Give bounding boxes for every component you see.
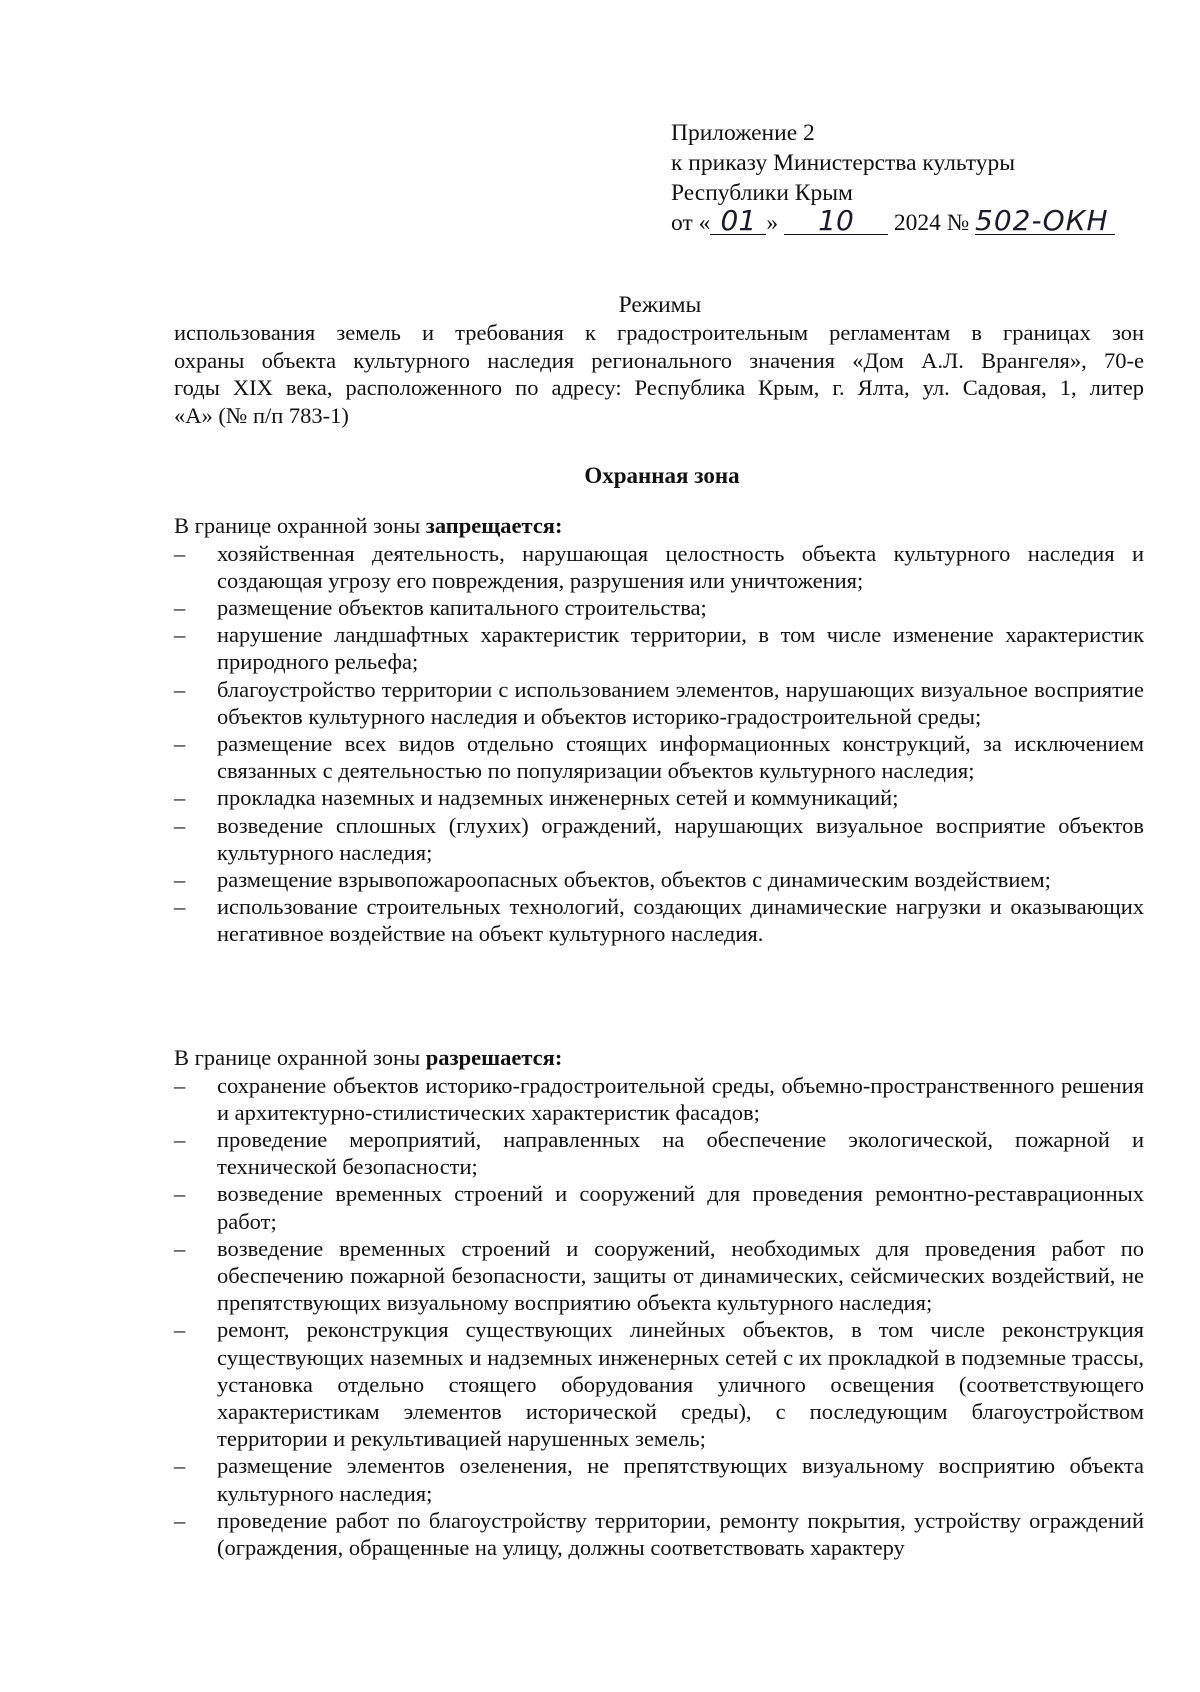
date-prefix: от « — [671, 210, 711, 236]
list-item-text: хозяйственная деятельность, нарушающая целостность объекта культурного наследия и создающая угрозу его повреждения, разрушения или уничтожения; — [217, 540, 1144, 593]
subtitle-line: охраны объекта культурного наследия регионального значения «Дом А.Л. Врангеля», 70-е — [174, 347, 1144, 373]
dash-bullet: – — [174, 1317, 186, 1343]
dash-bullet: – — [174, 812, 186, 838]
dash-bullet: – — [174, 676, 186, 702]
list-item — [174, 1235, 1144, 1317]
list-item-text: сохранение объектов историко-градостроительной среды, объемно-пространственного решения и архитектурно-стилистических характеристик фасадов; — [217, 1072, 1144, 1125]
permitted-intro — [174, 1044, 1144, 1072]
document-subtitle — [174, 319, 1144, 429]
list-item-text: размещение взрывопожароопасных объектов, объектов с динамическим воздействием; — [217, 866, 1051, 892]
list-item — [174, 1452, 1144, 1506]
document-title: Режимы — [618, 292, 702, 318]
list-item-text: возведение сплошных (глухих) ограждений, нарушающих визуальное восприятие объектов культурного наследия; — [217, 812, 1144, 865]
list-item — [174, 730, 1144, 784]
list-item-text: возведение временных строений и сооружений для проведения ремонтно-реставрационных работ; — [217, 1181, 1144, 1234]
list-item — [174, 893, 1144, 947]
prohibited-intro — [174, 512, 1144, 540]
list-item — [174, 1126, 1144, 1180]
appendix-republic: Республики Крым — [671, 180, 853, 206]
list-item-text: проведение мероприятий, направленных на обеспечение экологической, пожарной и технической безопасности; — [217, 1126, 1144, 1180]
dash-bullet: – — [174, 1453, 186, 1479]
list-item — [174, 1180, 1144, 1234]
list-item — [174, 540, 1144, 594]
dash-bullet: – — [174, 730, 186, 756]
subtitle-line: использования земель и требования к градостроительным регламентам в границах зон — [174, 320, 1144, 345]
date-mid: » — [766, 210, 779, 236]
list-item-text: ремонт, реконструкция существующих линейных объектов, в том числе реконструкция существующих наземных и надземных инженерных сетей с их прокладкой в подземные трассы, установка отдельно стоящего оборудования уличного освещения (соответствующего характеристикам элементов исторической среды), с последующим благоустройством территории и рекультивацией нарушенных земель; — [217, 1317, 1144, 1452]
dash-bullet: – — [174, 1126, 186, 1152]
appendix-header — [671, 118, 1151, 238]
dash-bullet: – — [174, 1235, 186, 1261]
subtitle-line: годы XIX века, расположенного по адресу: Республика Крым, г. Ялта, ул. Садовая, 1, литер — [174, 375, 1144, 400]
list-item — [174, 594, 1144, 621]
list-item-text: благоустройство территории с использованием элементов, нарушающих визуальное восприятие объектов культурного наследия и объектов историко-градостроительной среды; — [217, 676, 1144, 729]
dash-bullet: – — [174, 785, 186, 811]
dash-bullet: – — [174, 540, 186, 566]
prohibited-intro-text: В границе охранной зоны — [174, 513, 426, 538]
list-item — [174, 1072, 1144, 1126]
list-item — [174, 676, 1144, 730]
list-item-text: прокладка наземных и надземных инженерных сетей и коммуникаций; — [217, 785, 899, 811]
prohibited-intro-bold: запрещается: — [425, 513, 563, 538]
list-item — [174, 1507, 1144, 1561]
list-item-text: размещение элементов озеленения, не препятствующих визуальному восприятию объекта культурного наследия; — [217, 1453, 1144, 1506]
appendix-title: Приложение 2 — [671, 120, 815, 146]
dash-bullet: – — [174, 1507, 186, 1533]
permitted-block — [174, 1044, 1144, 1561]
dash-bullet: – — [174, 1181, 186, 1207]
list-item-text: возведение временных строений и сооружений, необходимых для проведения работ по обеспечению пожарной безопасности, защиты от динамических, сейсмических воздействий, не препятствующих визуальному восприятию объекта культурного наследия; — [217, 1235, 1144, 1316]
dash-bullet: – — [174, 894, 186, 920]
dash-bullet: – — [174, 594, 186, 620]
dash-bullet: – — [174, 1072, 186, 1098]
handwritten-month: 10 — [784, 208, 888, 235]
prohibited-block — [174, 512, 1144, 948]
section-heading: Охранная зона — [584, 463, 740, 488]
subtitle-line: «А» (№ п/п 783-1) — [174, 402, 349, 428]
permitted-intro-bold: разрешается: — [425, 1045, 563, 1070]
list-item — [174, 866, 1144, 893]
permitted-intro-text: В границе охранной зоны — [174, 1045, 426, 1070]
list-item — [174, 1316, 1144, 1452]
handwritten-order-number: 502-ОКН — [975, 208, 1115, 235]
handwritten-day: 01 — [710, 208, 766, 235]
list-item — [174, 784, 1144, 811]
appendix-date-line — [671, 204, 1151, 238]
list-item-text: проведение работ по благоустройству территории, ремонту покрытия, устройству ограждений (ограждения, обращенные на улицу, должны соответствовать характеру — [217, 1507, 1144, 1560]
list-item-text: нарушение ландшафтных характеристик территории, в том числе изменение характеристик природного рельефа; — [217, 622, 1144, 675]
dash-bullet: – — [174, 866, 186, 892]
list-item-text: размещение всех видов отдельно стоящих информационных конструкций, за исключением связанных с деятельностью по популяризации объектов культурного наследия; — [217, 730, 1144, 784]
list-item — [174, 812, 1144, 866]
dash-bullet: – — [174, 622, 186, 648]
list-item — [174, 621, 1144, 675]
list-item-text: использование строительных технологий, создающих динамические нагрузки и оказывающих негативное воздействие на объект культурного наследия. — [217, 894, 1144, 947]
date-year: 2024 № — [893, 210, 970, 236]
appendix-order-ref: к приказу Министерства культуры — [671, 150, 1015, 176]
list-item-text: размещение объектов капитального строительства; — [217, 594, 707, 620]
